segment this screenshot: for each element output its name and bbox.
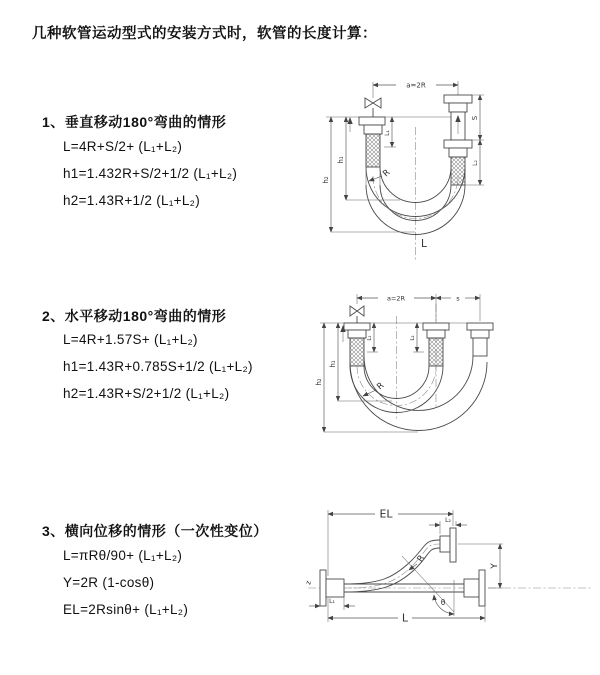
diagram-vertical-180-bend [310,72,560,264]
centerline-mark: z [304,579,313,586]
radius-label: R [381,167,393,180]
diagram-horizontal-180-bend [312,286,572,456]
s-curve-hose [344,528,456,592]
right-pipe-fitting [444,95,472,185]
middle-pipe-fitting [423,323,449,366]
formula-3-length: L=πRθ/90+ (L₁+L₂) [63,548,183,563]
left-pipe-fitting [359,117,385,167]
formula-2-length: L=4R+1.57S+ (L₁+L₂) [63,332,198,347]
formula-2-h1: h1=1.43R+0.785S+1/2 (L₁+L₂) [63,359,253,374]
diagram-lateral-displacement [300,500,600,650]
dim-label-h1: h₁ [337,156,345,164]
braided-hose-section [429,338,443,366]
dim-label-span-2r: a=2R [386,294,406,303]
dim-label-span-2r: a=2R [406,81,426,90]
left-pipe-fitting [344,323,370,366]
formula-1-length: L=4R+S/2+ (L₁+L₂) [63,139,183,154]
dim-label-l2: L₂ [445,517,451,524]
section-1-heading: 1、垂直移动180°弯曲的情形 [42,114,227,130]
formula-1-h2: h2=1.43R+1/2 (L₁+L₂) [63,193,201,208]
dim-label-s-travel: s [456,294,460,303]
radius-label: R [415,553,428,565]
formula-3-el: EL=2Rsinθ+ (L₁+L₂) [63,602,189,617]
dim-label-l2: L₂ [410,335,416,341]
formula-1-h1: h1=1.432R+S/2+1/2 (L₁+L₂) [63,166,238,181]
section-3-heading: 3、横向位移的情形（一次性变位） [42,523,268,539]
dim-label-h2: h₂ [322,176,330,184]
dim-label-length: L [401,611,409,625]
dim-label-l1: L₁ [384,130,391,136]
formula-2-h2: h2=1.43R+S/2+1/2 (L₁+L₂) [63,386,230,401]
length-label: L [421,238,427,250]
dim-label-s: S [471,115,479,121]
dim-label-y: Y [490,563,500,569]
valve-icon [350,306,364,323]
braided-hose-section [366,134,380,167]
page-title: 几种软管运动型式的安装方式时，软管的长度计算： [32,26,377,42]
u-bend-hose [350,356,487,431]
dim-label-l1: L₁ [367,335,373,341]
dim-label-h2: h₂ [315,378,323,386]
angle-theta-construction [402,556,454,616]
section-2-heading: 2、水平移动180°弯曲的情形 [42,308,227,324]
dim-label-l1: L₁ [329,598,335,605]
formula-3-y: Y=2R (1-cosθ) [63,575,155,590]
radius-label: R [375,380,387,393]
braided-hose-section [350,338,364,366]
angle-theta-label: θ [440,598,446,607]
valve-icon [365,98,381,117]
dim-label-l2: L₂ [472,160,479,166]
dim-label-h1: h₁ [329,360,337,368]
dim-span-2r [357,294,480,321]
shifted-pipe-fitting [467,323,493,356]
dim-label-el: EL [379,507,393,521]
